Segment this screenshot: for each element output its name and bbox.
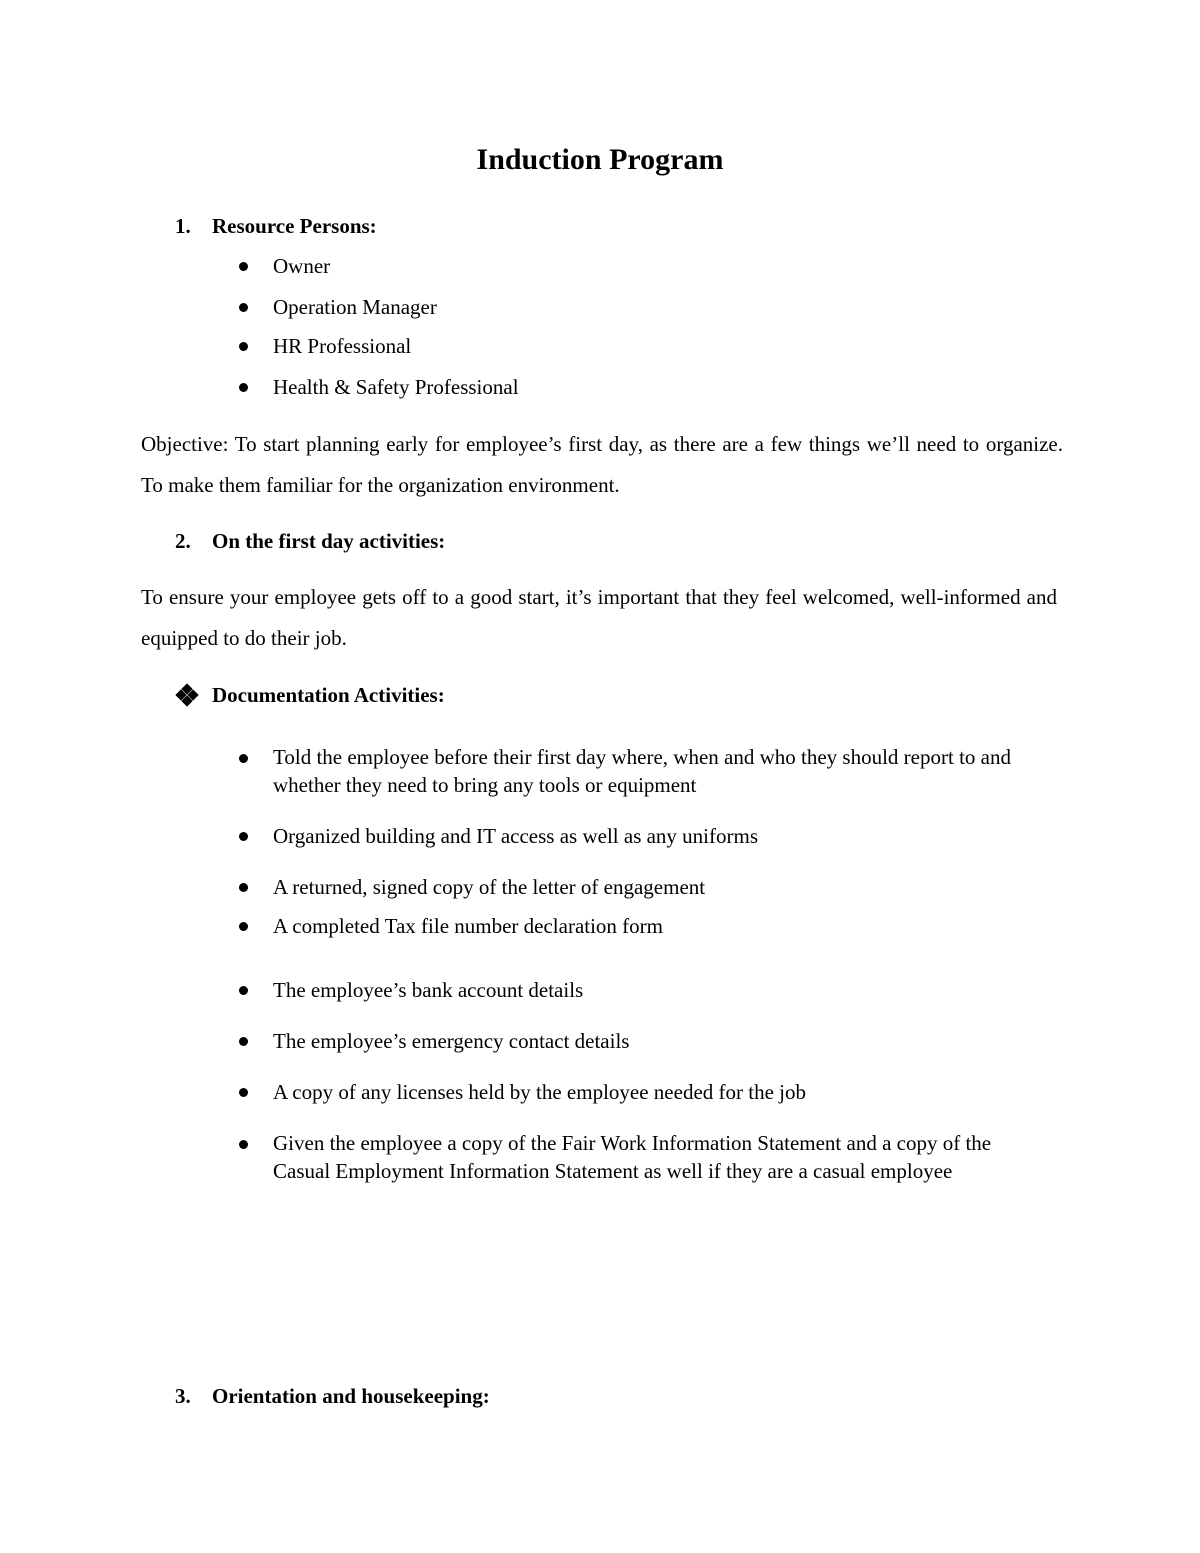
bullet-icon (239, 342, 248, 351)
resource-person-item: Operation Manager (273, 295, 437, 319)
documentation-item: Given the employee a copy of the Fair Work Information Statement and a copy of the Casual Employment Information Statement as well if they are a casual employee (273, 1131, 992, 1183)
bullet-icon (239, 383, 248, 392)
first-day-paragraph: To ensure your employee gets off to a good start, it’s important that they feel welcomed, well-informed and equipped to do their job. (141, 585, 1057, 650)
documentation-item: The employee’s bank account details (273, 978, 584, 1002)
bullet-icon (239, 1140, 248, 1149)
bullet-icon (239, 986, 248, 995)
section-3-heading: Orientation and housekeeping: (212, 1384, 490, 1408)
documentation-item: The employee’s emergency contact details (273, 1029, 630, 1053)
documentation-item: A returned, signed copy of the letter of engagement (273, 875, 706, 899)
documentation-heading: Documentation Activities: (212, 683, 445, 707)
section-3-number: 3. (175, 1384, 191, 1408)
resource-person-item: Health & Safety Professional (273, 375, 519, 399)
bullet-icon (239, 262, 248, 271)
document-title: Induction Program (476, 143, 724, 176)
diamond-bullet-icon (176, 684, 198, 706)
section-2-number: 2. (175, 529, 191, 553)
documentation-item: Told the employee before their first day where, when and who they should report to and whether they need to bring any tools or equipment (273, 745, 1011, 797)
section-1-heading: Resource Persons: (212, 214, 377, 238)
bullet-icon (239, 883, 248, 892)
section-1-number: 1. (175, 214, 191, 238)
resource-person-item: Owner (273, 254, 331, 278)
bullet-icon (239, 754, 248, 763)
bullet-icon (239, 832, 248, 841)
documentation-item: A completed Tax file number declaration form (273, 914, 664, 938)
bullet-icon (239, 1037, 248, 1046)
section-2-heading: On the first day activities: (212, 529, 446, 553)
bullet-icon (239, 1088, 248, 1097)
bullet-icon (239, 922, 248, 931)
bullet-icon (239, 303, 248, 312)
documentation-item: Organized building and IT access as well as any uniforms (273, 824, 759, 848)
objective-paragraph: Objective: To start planning early for employee’s first day, as there are a few things we’ll need to organize. To make them familiar for the organization environment. (141, 432, 1063, 497)
resource-person-item: HR Professional (273, 334, 412, 358)
documentation-item: A copy of any licenses held by the employee needed for the job (273, 1080, 806, 1104)
